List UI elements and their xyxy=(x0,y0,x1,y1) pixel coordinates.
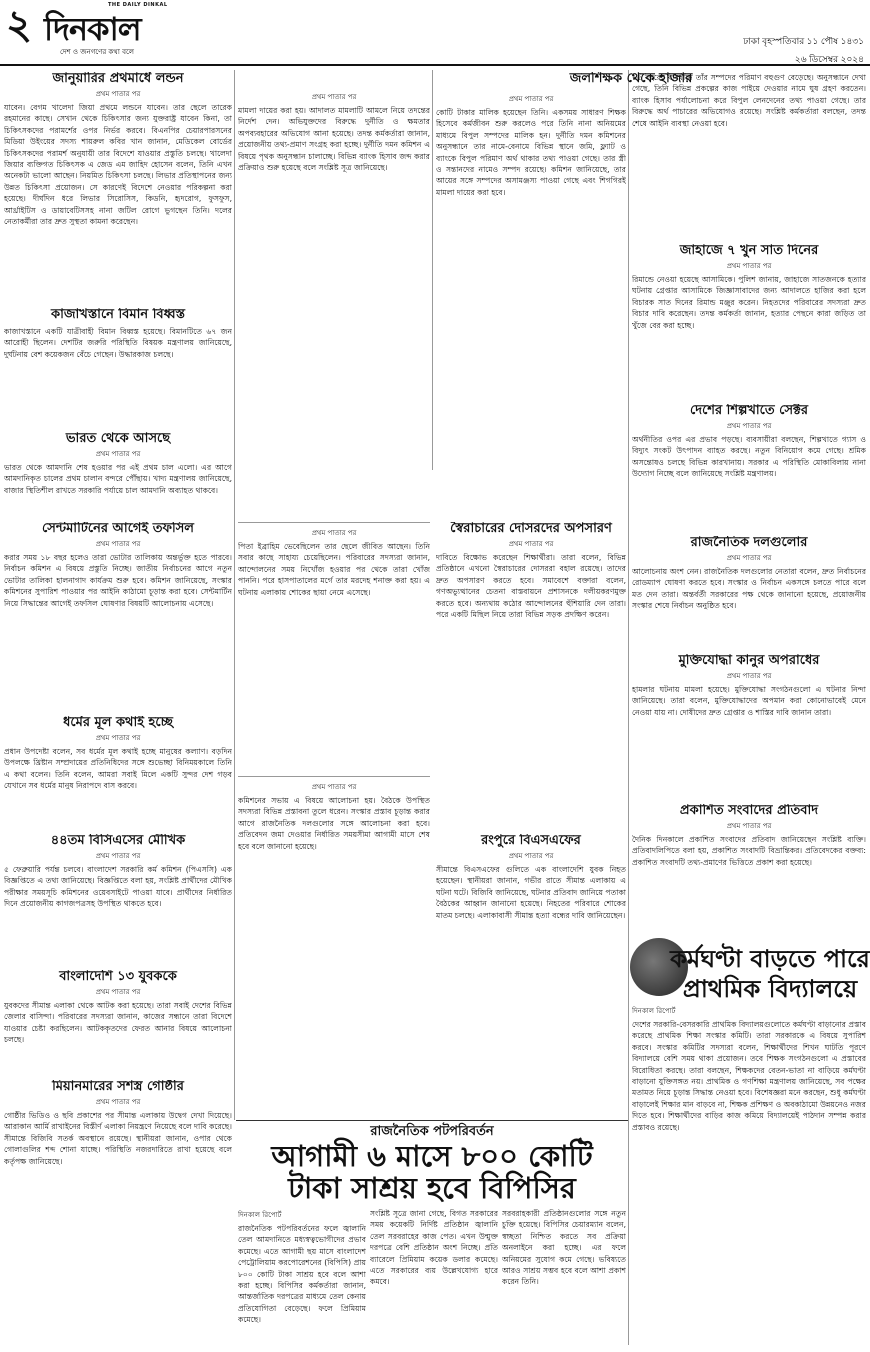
headline: রংপুরে বিএসএফের xyxy=(481,834,581,848)
article-bpc-col3 xyxy=(502,1208,626,1348)
article-body: সরবরাহকারী প্রতিষ্ঠানগুলোর সঙ্গে নতুন চুক্তি হয়েছে। বিপিসির চেয়ারম্যান বলেন, স্বচ্ছতা নিশ্চিত করতে সব প্রক্রিয়া অনলাইনে করা হচ্ছে। এর ফলে অনিয়মের সুযোগ কমে গেছে। ভবিষ্যতে আরও সাশ্রয় সম্ভব হবে বলে আশা প্রকাশ করেন তিনি। xyxy=(502,1209,626,1287)
credit: প্রথম পাতার পর xyxy=(311,783,357,791)
credit: প্রথম পাতার পর xyxy=(726,671,772,680)
headline: স্বৈরাচারের দোসরদের অপসারণ xyxy=(450,522,612,536)
masthead xyxy=(0,0,870,66)
article-body: ৫ ফেব্রুয়ারি পর্যন্ত চলবে। বাংলাদেশ সরকারি কর্ম কমিশন (পিএসসি) এক বিজ্ঞপ্তিতে এ তথ্য জানিয়েছে। বিজ্ঞপ্তিতে বলা হয়, সংশ্লিষ্ট প্রার্থীদের মৌখিক পরীক্ষার সময়সূচি কমিশনের ওয়েবসাইটে পাওয়া যাবে। প্রার্থীদের নির্ধারিত দিনে প্রয়োজনীয় কাগজপত্রসহ উপস্থিত থাকতে হবে। xyxy=(4,864,232,909)
feature-title-line2: প্রাথমিক বিদ্যালয়ে xyxy=(682,974,858,1003)
article-body: প্রধান উপদেষ্টা বলেন, সব ধর্মের মূল কথাই হচ্ছে মানুষের কল্যাণ। বড়দিন উপলক্ষে খ্রিষ্টান সম্প্রদায়ের প্রতিনিধিদের সঙ্গে শুভেচ্ছা বিনিময়কালে তিনি এ কথা বলেন। তিনি বলেন, আমরা সবাই মিলে একটি সুন্দর দেশ গড়ব যেখানে সব ধর্মের মানুষ নিরাপদে বাস করবে। xyxy=(4,746,232,791)
headline: রাজনৈতিক দলগুলোর xyxy=(690,536,808,550)
section-rule xyxy=(238,522,430,523)
article-body: দেশের সরকারি-বেসরকারি প্রাথমিক বিদ্যালয়গুলোতে কর্মঘণ্টা বাড়ানোর প্রস্তাব করেছে প্রাথমিক শিক্ষা সংস্কার কমিটি। তারা সরকারকে এ বিষয়ে সুপারিশ করবে। সংস্কার কমিটির সদস্যরা বলেন, শিক্ষার্থীদের শিখন ঘাটতি পূরণে বিদ্যালয়ে বেশি সময় থাকা প্রয়োজন। তবে শিক্ষক সংগঠনগুলো এ প্রস্তাবের বিরোধিতা করছে। তারা বলছেন, শিক্ষকদের বেতন-ভাতা না বাড়িয়ে কর্মঘণ্টা বাড়ানো যুক্তিসঙ্গত নয়। প্রাথমিক ও গণশিক্ষা মন্ত্রণালয় জানিয়েছে, সব পক্ষের মতামত নিয়ে চূড়ান্ত সিদ্ধান্ত নেওয়া হবে। বিশেষজ্ঞরা মনে করছেন, শুধু কর্মঘণ্টা বাড়ালেই শিক্ষার মান বাড়বে না, শিক্ষক প্রশিক্ষণ ও অবকাঠামো উন্নয়নেও নজর দিতে হবে। শিক্ষার্থীদের বাড়ির কাজ কমিয়ে বিদ্যালয়েই পাঠদান সম্পন্ন করার প্রস্তাবও রয়েছে। xyxy=(632,1020,866,1132)
headline: প্রকাশিত সংবাদের প্রতিবাদ xyxy=(679,804,819,818)
feature-title-line1: কর্মঘণ্টা বাড়তে পারে xyxy=(670,944,870,973)
article-hajar xyxy=(436,92,626,516)
credit: প্রথম পাতার পর xyxy=(726,261,772,270)
article-body: সীমান্তে বিএসএফের গুলিতে এক বাংলাদেশি যুবক নিহত হয়েছেন। স্থানীয়রা জানান, গভীর রাতে সীমান্ত এলাকায় এ ঘটনা ঘটে। বিজিবি জানিয়েছে, ঘটনার প্রতিবাদ জানিয়ে পতাকা বৈঠকের আহ্বান জানানো হয়েছে। নিহতের পরিবারে শোকের মাতম চলছে। এলাকাবাসী সীমান্ত হত্যা বন্ধের দাবি জানিয়েছেন। xyxy=(436,864,626,920)
article-body: রাজনৈতিক পটপরিবর্তনের ফলে জ্বালানি তেল আমদানিতে মধ্যস্বত্বভোগীদের প্রভাব কমেছে। এতে আগামী ছয় মাসে বাংলাদেশ পেট্রোলিয়াম করপোরেশনের (বিপিসি) প্রায় ৮০০ কোটি টাকা সাশ্রয় হবে বলে আশা করা হচ্ছে। বিপিসির কর্মকর্তারা জানান, আন্তর্জাতিক দরপত্রের মাধ্যমে তেল কেনায় প্রতিযোগিতা বেড়েছে। ফলে প্রিমিয়াম কমেছে। xyxy=(238,1224,366,1325)
newspaper-logo-english: THE DAILY DINKAL xyxy=(108,2,168,8)
kicker: রাজনৈতিক পটপরিবর্তন xyxy=(370,1124,494,1139)
credit: প্রথম পাতার পর xyxy=(726,421,772,430)
page-number: ২ xyxy=(6,1,33,48)
newspaper-logo: দিনকাল xyxy=(44,10,141,48)
article-london xyxy=(4,72,232,304)
article-bpc-col1 xyxy=(238,1208,366,1348)
headline: ভারত থেকে আসছে xyxy=(65,432,171,446)
feature-banner-primary xyxy=(630,938,870,1003)
article-body: গোষ্ঠীর ভিডিও ও ছবি প্রকাশের পর সীমান্ত এলাকায় উদ্বেগ দেখা দিয়েছে। আরাকান আর্মি রাখাইনের বিস্তীর্ণ এলাকা নিয়ন্ত্রণে নিয়েছে বলে দাবি করেছে। সীমান্তে বিজিবি সতর্ক অবস্থানে রয়েছে। স্থানীয়রা জানান, ওপার থেকে গোলাগুলির শব্দ শোনা যাচ্ছে। পরিস্থিতি নজরদারিতে রাখা হয়েছে বলে কর্তৃপক্ষ জানিয়েছে। xyxy=(4,1110,232,1166)
article-murder xyxy=(632,244,866,400)
headline: বাংলাদেশি ১৩ যুবককে xyxy=(59,970,177,984)
credit: প্রথম পাতার পর xyxy=(95,449,141,458)
article-body: হামলার ঘটনায় মামলা হয়েছে। মুক্তিযোদ্ধা সংগঠনগুলো এ ঘটনার নিন্দা জানিয়েছে। তারা বলেন, মুক্তিযোদ্ধাদের অপমান করা কোনোভাবেই মেনে নেওয়া যায় না। দোষীদের দ্রুত গ্রেপ্তার ও শাস্তির দাবি জানান তারা। xyxy=(632,684,866,717)
article-body: দৈনিক দিনকালে প্রকাশিত সংবাদের প্রতিবাদ জানিয়েছেন সংশ্লিষ্ট ব্যক্তি। প্রতিবাদলিপিতে বলা হয়, প্রকাশিত সংবাদটি বিভ্রান্তিকর। প্রতিবেদকের বক্তব্য: প্রকাশিত সংবাদটি তথ্য-প্রমাণের ভিত্তিতে প্রকাশ করা হয়েছে। xyxy=(632,834,866,867)
column-rule xyxy=(628,70,629,1345)
article-col2-b xyxy=(238,526,430,772)
date-bengali: ঢাকা বৃহস্পতিবার ১১ পৌষ ১৪৩১ xyxy=(743,36,864,46)
credit: প্রথম পাতার পর xyxy=(311,529,357,537)
credit: দিনকাল রিপোর্ট xyxy=(632,1007,676,1015)
headline: মুক্তিযোদ্ধা কানুর অপরাধের xyxy=(678,654,820,668)
article-hajar-continued xyxy=(632,72,866,240)
lead-headline-line2: টাকা সাশ্রয় হবে বিপিসির xyxy=(288,1171,576,1205)
credit: প্রথম পাতার পর xyxy=(95,851,141,860)
article-body: ভারত থেকে আমদানি শেষ হওয়ার পর এই প্রথম চাল এলো। এর আগে আমদানিকৃত চালের প্রথম চালান বন্দরে পৌঁছায়। খাদ্য মন্ত্রণালয় জানিয়েছে, বাজার স্থিতিশীল রাখতে সরকারি পর্যায়ে চাল আমদানি অব্যাহত থাকবে। xyxy=(4,462,232,495)
credit: প্রথম পাতার পর xyxy=(95,733,141,742)
article-india xyxy=(4,432,232,518)
article-body: মামলা দায়ের করা হয়। আদালত মামলাটি আমলে নিয়ে তদন্তের নির্দেশ দেন। অভিযুক্তদের বিরুদ্ধে দুর্নীতি ও ক্ষমতার অপব্যবহারের অভিযোগ আনা হয়েছে। তদন্ত কর্মকর্তারা জানান, প্রয়োজনীয় তথ্য-প্রমাণ সংগ্রহ করা হচ্ছে। দুর্নীতি দমন কমিশন এ বিষয়ে পৃথক অনুসন্ধান চালাচ্ছে। বিভিন্ন ব্যাংক হিসাব জব্দ করার প্রক্রিয়াও শুরু হয়েছে বলে সংশ্লিষ্ট সূত্র জানিয়েছে। xyxy=(238,106,430,173)
column-rule xyxy=(432,70,433,470)
article-airport xyxy=(4,308,232,428)
article-freedom-fighter xyxy=(632,654,866,800)
article-col2-c xyxy=(238,780,430,1118)
article-list xyxy=(4,522,232,712)
headline: ৪৪তম বিসিএসের মৌখিক xyxy=(50,834,186,848)
headline: ধর্মের মূল কথাই হচ্ছে xyxy=(63,716,173,730)
credit: প্রথম পাতার পর xyxy=(311,93,357,101)
credit: প্রথম পাতার পর xyxy=(95,1097,141,1106)
article-bcs xyxy=(4,834,232,966)
article-primary-school xyxy=(632,1004,866,1346)
credit: প্রথম পাতার পর xyxy=(95,89,141,98)
article-body: কোটি টাকার মালিক হয়েছেন তিনি। একসময় সাধারণ শিক্ষক হিসেবে কর্মজীবন শুরু করলেও পরে তিনি নানা অনিয়মের মাধ্যমে বিপুল সম্পদের মালিক হন। দুর্নীতি দমন কমিশনের অনুসন্ধানে তার নামে-বেনামে বিভিন্ন স্থানে জমি, ফ্ল্যাট ও ব্যাংকে বিপুল পরিমাণ অর্থ থাকার তথ্য পাওয়া গেছে। তার স্ত্রী ও সন্তানদের নামেও সম্পদ রয়েছে। কমিশন জানিয়েছে, তার আয়ের সঙ্গে সম্পদের অসামঞ্জস্য পাওয়া গেছে এবং শিগগিরই মামলা দায়ের করা হবে। xyxy=(436,108,626,197)
headline: দেশের শিল্পখাতে সেক্টর xyxy=(689,404,809,418)
article-col2-a xyxy=(238,90,430,518)
article-religion xyxy=(4,716,232,830)
headline: সেন্টমার্টিনের আগেই তফসিল xyxy=(42,522,194,536)
article-body: পিতা ইব্রাহিম ভেবেছিলেন তার ছেলে জীবিত আছেন। তিনি সবার কাছে সাহায্য চেয়েছিলেন। পরিবারের সদস্যরা জানান, আন্দোলনের সময় নিখোঁজ হওয়ার পর থেকে তারা খোঁজ পাননি। পরে হাসপাতালের মর্গে তার মরদেহ শনাক্ত করা হয়। এ ঘটনায় এলাকায় শোকের ছায়া নেমে এসেছে। xyxy=(238,542,430,597)
column-rule xyxy=(234,70,235,1120)
article-body: করার সময় ১৮ বছর হলেও তারা ভোটার তালিকায় অন্তর্ভুক্ত হতে পারবে। নির্বাচন কমিশন এ বিষয়ে প্রস্তুতি নিচ্ছে। জাতীয় নির্বাচনের আগে নতুন ভোটার তালিকা হালনাগাদ কার্যক্রম শুরু হবে। কমিশন জানিয়েছে, সংস্কার কমিশনের সুপারিশ পাওয়ার পর আইনি কাঠামো চূড়ান্ত করা হবে। সেন্টমার্টিন নিয়ে সিদ্ধান্তের আগেই তফসিল ঘোষণার বিষয়টি আলোচনায় এসেছে। xyxy=(4,552,232,608)
article-body: যাবেন। বেগম খালেদা জিয়া প্রথমে লন্ডনে যাবেন। তার ছেলে তারেক রহমানের কাছে। সেখান থেকে চিকিৎসার জন্য যুক্তরাষ্ট্র যাবেন কিনা, তা চিকিৎসকদের পরামর্শের ওপর নির্ভর করবে। বিএনপির চেয়ারপারসনের মিডিয়া উইংয়ের সদস্য শায়রুল কবির খান জানান, মেডিকেল বোর্ডের চিকিৎসকদের পরামর্শ অনুযায়ী তার বিদেশে যাওয়ার প্রস্তুতি চলছে। খালেদা জিয়ার ব্যক্তিগত চিকিৎসক এ জেড এম জাহিদ হোসেন বলেন, তিনি এখন অনেকটা ভালো আছেন। নিয়মিত চিকিৎসা চলছে। লিভার প্রতিস্থাপনের জন্য উন্নত চিকিৎসা প্রয়োজন। সে কারণেই বিদেশে নেওয়ার পরিকল্পনা করা হয়েছে। দীর্ঘদিন ধরে লিভার সিরোসিস, কিডনি, হৃদরোগ, ফুসফুস, আর্থ্রাইটিস ও ডায়াবেটিসসহ নানা জটিল রোগে ভুগছেন তিনি। দলের নেতাকর্মীরা তার দ্রুত সুস্থতা কামনা করেছেন। xyxy=(4,102,232,226)
lead-headline xyxy=(236,1140,628,1206)
article-dictator xyxy=(436,522,626,828)
headline: মিয়ানমারের সশস্ত্র গোষ্ঠীর xyxy=(52,1080,184,1094)
article-body: যুবকদের সীমান্ত এলাকা থেকে আটক করা হয়েছে। তারা সবাই দেশের বিভিন্ন জেলার বাসিন্দা। পরিবারের সদস্যরা জানান, কাজের সন্ধানে তারা বিদেশে যাওয়ার চেষ্টা করছিলেন। আটককৃতদের ফেরত আনার বিষয়ে আলোচনা চলছে। xyxy=(4,1000,232,1045)
article-body: দাবিতে বিক্ষোভ করেছেন শিক্ষার্থীরা। তারা বলেন, বিভিন্ন প্রতিষ্ঠানে এখনো স্বৈরাচারের দোসররা বহাল রয়েছে। তাদের দ্রুত অপসারণ করতে হবে। সমাবেশে বক্তারা বলেন, গণঅভ্যুত্থানের চেতনা বাস্তবায়নে প্রশাসনকে দলীয়করণমুক্ত করতে হবে। অন্যথায় কঠোর আন্দোলনের হুঁশিয়ারি দেন তারা। পরে একটি মিছিল নিয়ে তারা বিভিন্ন সড়ক প্রদক্ষিণ করেন। xyxy=(436,552,626,619)
credit: প্রথম পাতার পর xyxy=(508,539,554,548)
lead-headline-line1: আগামী ৬ মাসে ৮০০ কোটি xyxy=(271,1139,593,1173)
credit: প্রথম পাতার পর xyxy=(726,553,772,562)
article-protest xyxy=(632,804,866,932)
article-body: রিমান্ডে নেওয়া হয়েছে আসামিকে। পুলিশ জানায়, জাহাজে সাতজনকে হত্যার ঘটনায় গ্রেপ্তার আসামিকে জিজ্ঞাসাবাদের জন্য আদালতে হাজির করা হলে বিচারক সাত দিনের রিমান্ড মঞ্জুর করেন। নিহতদের পরিবারের সদস্যরা দ্রুত বিচার দাবি করেছেন। তদন্ত কর্মকর্তা জানান, হত্যার পেছনে কারা জড়িত তা খুঁজে বের করা হচ্ছে। xyxy=(632,274,866,330)
section-rule xyxy=(238,776,430,777)
credit: প্রথম পাতার পর xyxy=(508,851,554,860)
headline: জানুয়ারির প্রথমার্ধে লন্ডন xyxy=(52,72,184,86)
credit: প্রথম পাতার পর xyxy=(726,821,772,830)
article-body: কমিশনের সভায় এ বিষয়ে আলোচনা হয়। বৈঠকে উপস্থিত সদস্যরা বিভিন্ন প্রস্তাবনা তুলে ধরেন। সংস্কার প্রস্তাব চূড়ান্ত করার আগে রাজনৈতিক দলগুলোর সঙ্গে আলোচনা করা হবে। প্রতিবেদন জমা দেওয়ার নির্ধারিত সময়সীমা আগামী মাসে শেষ হবে বলে জানানো হয়েছে। xyxy=(238,796,430,851)
article-body: সংশ্লিষ্ট সূত্রে জানা গেছে, বিগত সরকারের সময় কয়েকটি নির্দিষ্ট প্রতিষ্ঠান জ্বালানি তেল সরবরাহের কাজ পেত। এখন উন্মুক্ত দরপত্রে বেশি প্রতিষ্ঠান অংশ নিচ্ছে। প্রতি ব্যারেলে প্রিমিয়াম কয়েক ডলার কমেছে। এতে সরকারের ব্যয় উল্লেখযোগ্য হারে কমবে। xyxy=(370,1209,498,1287)
feature-title xyxy=(670,944,870,1004)
article-body: কাজাখস্তানে একটি যাত্রীবাহী বিমান বিধ্বস্ত হয়েছে। বিমানটিতে ৬৭ জন আরোহী ছিলেন। দেশটির জরুরি পরিস্থিতি বিষয়ক মন্ত্রণালয় জানিয়েছে, দুর্ঘটনায় বেশ কয়েকজন বেঁচে গেছেন। উদ্ধারকাজ চলছে। xyxy=(4,326,232,359)
article-politics xyxy=(632,536,866,650)
headline: জলশিক্ষক থেকে হাজার xyxy=(569,72,693,86)
date-english: ২৬ ডিসেম্বর ২০২৪ xyxy=(794,54,864,64)
article-myanmar xyxy=(4,1080,232,1346)
headline: জাহাজে ৭ খুন সাত দিনের xyxy=(679,244,819,258)
article-rangpur xyxy=(436,834,626,1118)
section-rule xyxy=(236,1120,628,1121)
credit: প্রথম পাতার পর xyxy=(508,95,554,103)
article-body: ১৫ বছরের ব্যবধানে তাঁর সম্পদের পরিমাণ বহুগুণ বেড়েছে। অনুসন্ধানে দেখা গেছে, তিনি বিভিন্ন প্রকল্পের কাজ পাইয়ে দেওয়ার নামে ঘুষ গ্রহণ করতেন। ব্যাংক হিসাব পর্যালোচনা করে বিপুল লেনদেনের তথ্য পাওয়া গেছে। তার বিরুদ্ধে অর্থ পাচারের অভিযোগও রয়েছে। সংশ্লিষ্ট কর্মকর্তারা বলছেন, তদন্ত শেষে আইনি ব্যবস্থা নেওয়া হবে। xyxy=(632,73,866,128)
article-body: অর্থনীতির ওপর এর প্রভাব পড়ছে। ব্যবসায়ীরা বলছেন, শিল্পখাতে গ্যাস ও বিদ্যুৎ সংকট উৎপাদন ব্যাহত করছে। নতুন বিনিয়োগ কমে গেছে। শ্রমিক অসন্তোষও চলছে বিভিন্ন কারখানায়। সরকার এ পরিস্থিতি মোকাবিলায় নানা উদ্যোগ নিচ্ছে বলে জানিয়েছে সংশ্লিষ্ট মন্ত্রণালয়। xyxy=(632,434,866,479)
article-body: আলোচনায় অংশ নেন। রাজনৈতিক দলগুলোর নেতারা বলেন, দ্রুত নির্বাচনের রোডম্যাপ ঘোষণা করতে হবে। সংস্কার ও নির্বাচন একসঙ্গে চলতে পারে বলে মত দেন তারা। অন্তর্বর্তী সরকারের পক্ষ থেকে জানানো হয়েছে, প্রয়োজনীয় সংস্কার শেষে নির্বাচন অনুষ্ঠিত হবে। xyxy=(632,566,866,611)
article-bpc-col2 xyxy=(370,1208,498,1348)
article-youth xyxy=(4,970,232,1076)
credit: দিনকাল রিপোর্ট xyxy=(238,1211,282,1219)
credit: প্রথম পাতার পর xyxy=(95,987,141,996)
headline: কাজাখস্তানে বিমান বিধ্বস্ত xyxy=(51,308,185,322)
credit: প্রথম পাতার পর xyxy=(95,539,141,548)
article-sector xyxy=(632,404,866,532)
tagline: দেশ ও জনগণের কথা বলে xyxy=(60,48,135,56)
